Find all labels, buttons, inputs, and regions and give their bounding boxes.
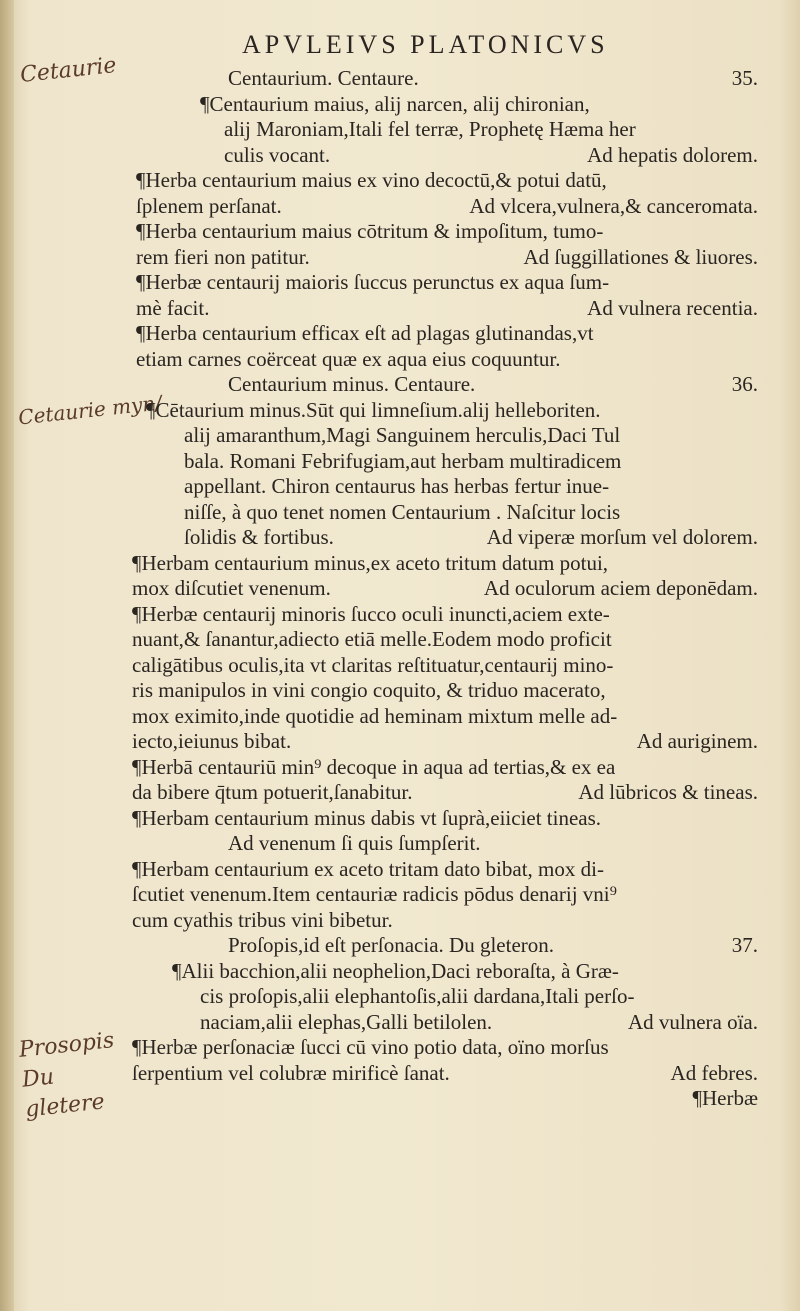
line-text: nuant,& ſanantur,adiecto etiā melle.Eodem modo proficit: [132, 627, 612, 651]
line-text: culis vocant.: [224, 142, 331, 167]
text-line: [128, 168, 758, 194]
text-line: [128, 831, 758, 857]
line-text: ¶Alii bacchion,alii neophelion,Daci reboraſta, à Græ-: [172, 958, 619, 983]
line-text: naciam,alii elephas,Galli betilolen.: [200, 1009, 493, 1034]
line-right-text: Ad ſuggillationes & liuores.: [523, 244, 758, 269]
text-line: [128, 117, 758, 143]
margin-note-3: Prosopis Du gletere: [17, 1028, 116, 1123]
text-line: [128, 219, 758, 245]
text-line: [128, 66, 758, 92]
text-line: [128, 296, 758, 322]
line-text: ¶Cētaurium minus.Sūt qui limneſium.alij helleboriten.: [146, 397, 601, 422]
line-text: mè facit.: [136, 295, 210, 320]
line-text: ¶Herbam centaurium minus dabis vt ſuprà,eiiciet tineas.: [132, 805, 602, 830]
text-line: [128, 1010, 758, 1036]
line-text: bala. Romani Febrifugiam,aut herbam multiradicem: [184, 448, 622, 473]
line-text: ſcutiet venenum.Item centauriæ radicis pōdus denarij vni⁹: [132, 882, 617, 906]
line-text: etiam carnes coërceat quæ ex aqua eius coquuntur.: [136, 346, 561, 371]
line-right-text: Ad febres.: [670, 1060, 758, 1085]
text-line: [128, 780, 758, 806]
line-right-text: Ad auriginem.: [636, 729, 758, 753]
line-right-text: ¶Herbæ: [692, 1086, 758, 1110]
line-text: appellant. Chiron centaurus has herbas fertur inue-: [184, 474, 610, 498]
line-text: ¶Herba centaurium maius cōtritum & impoſitum, tumo-: [136, 219, 604, 243]
section-heading: Centaurium. Centaure.: [228, 66, 419, 90]
line-text: cum cyathis tribus vini bibetur.: [132, 907, 393, 932]
line-right-text: Ad vulnera oïa.: [627, 1009, 758, 1034]
margin-note-1: Cetaurie: [18, 53, 118, 88]
text-line: [128, 653, 758, 679]
text-line: [128, 806, 758, 832]
text-line: [128, 270, 758, 296]
line-text: ¶Herbæ perſonaciæ ſucci cū vino potio data, oïno morſus: [132, 1035, 609, 1059]
line-right-text: Ad lūbricos & tineas.: [578, 780, 758, 804]
text-line: [128, 984, 758, 1010]
line-text: ſerpentium vel colubræ mirificè ſanat.: [132, 1060, 450, 1085]
running-head: APVLEIVS PLATONICVS: [242, 30, 609, 59]
line-text: ¶Herbam centaurium ex aceto tritam dato bibat, mox di-: [132, 856, 604, 881]
line-text: ſolidis & fortibus.: [184, 525, 334, 549]
text-line: [128, 423, 758, 449]
line-text: mox diſcutiet venenum.: [132, 576, 331, 600]
text-line: [128, 882, 758, 908]
text-line: [128, 347, 758, 373]
line-text: ¶Herbam centaurium minus,ex aceto tritum datum potui,: [132, 550, 609, 575]
line-text: rem fieri non patitur.: [136, 244, 310, 269]
line-text: ¶Centaurium maius, alij narcen, alij chironian,: [200, 91, 590, 116]
line-right-text: Ad viperæ morſum vel dolorem.: [486, 525, 758, 549]
line-right-text: Ad oculorum aciem deponēdam.: [483, 576, 758, 600]
text-line: [128, 194, 758, 220]
text-line: [128, 525, 758, 551]
text-line: [128, 959, 758, 985]
text-line: [128, 678, 758, 704]
page-binding-edge: [0, 0, 14, 1311]
text-line: [128, 245, 758, 271]
text-line: [128, 857, 758, 883]
line-text: iecto,ieiunus bibat.: [132, 729, 292, 753]
line-text: ¶Herba centaurium maius ex vino decoctū,& potui datū,: [136, 168, 607, 192]
margin-note-2: Cetaurie myn/: [17, 390, 163, 430]
page-text-block: [128, 66, 758, 1112]
line-text: ſplenem perſanat.: [136, 193, 282, 218]
line-right-text: 36.: [731, 372, 758, 396]
text-line: [128, 627, 758, 653]
text-line: [128, 704, 758, 730]
text-line: [128, 729, 758, 755]
section-heading: Proſopis,id eſt perſonacia. Du gleteron.: [228, 933, 555, 957]
line-text: caligātibus oculis,ita vt claritas reſtituatur,centaurij mino-: [132, 652, 614, 677]
line-text: ¶Herbæ centaurij maioris ſuccus perunctus ex aqua ſum-: [136, 270, 610, 294]
line-right-text: 37.: [731, 933, 758, 957]
line-right-text: Ad vlcera,vulnera,& canceromata.: [469, 193, 758, 218]
line-text: da bibere q̄tum potuerit,ſanabitur.: [132, 780, 413, 804]
line-right-text: 35.: [731, 66, 758, 90]
text-line: [128, 500, 758, 526]
line-text: alij amaranthum,Magi Sanguinem herculis,Daci Tul: [184, 423, 621, 447]
text-line: [128, 449, 758, 475]
line-text: ¶Herbā centauriū min⁹ decoque in aqua ad tertias,& ex ea: [132, 754, 616, 779]
text-line: [128, 321, 758, 347]
line-text: ¶Herbæ centaurij minoris ſucco oculi inuncti,aciem exte-: [132, 601, 610, 626]
section-heading: Centaurium minus. Centaure.: [228, 372, 476, 396]
line-text: ris manipulos in vini congio coquito, & triduo macerato,: [132, 678, 606, 702]
line-text: mox eximito,inde quotidie ad heminam mixtum melle ad-: [132, 703, 618, 728]
text-line: [128, 1035, 758, 1061]
text-line: [128, 908, 758, 934]
text-line: [128, 1086, 758, 1112]
line-text: alij Maroniam,Itali fel terræ, Prophetę Hæma her: [224, 117, 636, 141]
text-line: [128, 602, 758, 628]
line-text: niſſe, à quo tenet nomen Centaurium . Naſcitur locis: [184, 499, 621, 524]
text-line: [128, 474, 758, 500]
text-line: [128, 755, 758, 781]
text-line: [128, 576, 758, 602]
text-line: [128, 398, 758, 424]
text-line: [128, 551, 758, 577]
text-line: [128, 92, 758, 118]
line-text: cis proſopis,alii elephantoſis,alii dardana,Itali perſo-: [200, 984, 635, 1008]
text-line: [128, 372, 758, 398]
text-line: [128, 933, 758, 959]
text-line: [128, 143, 758, 169]
text-line: [128, 1061, 758, 1087]
line-text: ¶Herba centaurium efficax eſt ad plagas glutinandas,vt: [136, 321, 594, 345]
line-right-text: Ad hepatis dolorem.: [587, 142, 758, 167]
line-right-text: Ad vulnera recentia.: [587, 295, 758, 320]
section-heading: Ad venenum ſi quis ſumpſerit.: [228, 831, 481, 855]
